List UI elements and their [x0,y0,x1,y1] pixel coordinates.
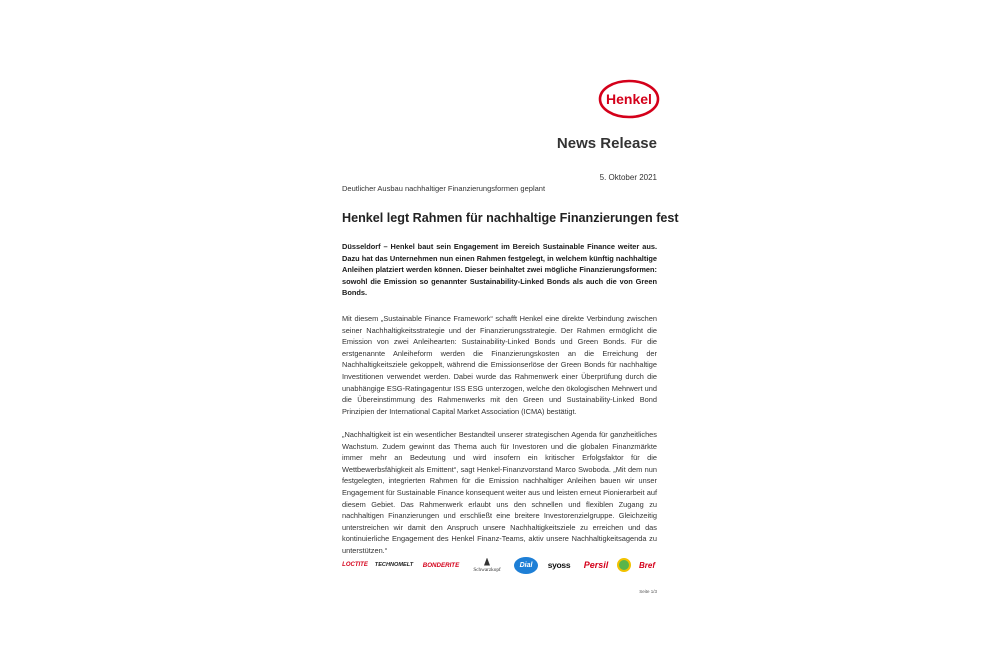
lead-paragraph: Düsseldorf – Henkel baut sein Engagement im Bereich Sustainable Finance weiter aus. Dazu hat das Unternehmen nun einen Rahmen festgelegt, in welchem künftig nachhaltige Anleihen platziert werden können. Dieser beinhaltet zwei mögliche Finanzierungsformen: sowohl die Emission so genannter Sustainability-Linked Bonds als auch die von Green Bonds. [342,242,657,298]
bonderite-logo: BONDERITE [422,561,460,569]
fa-logo [616,555,632,575]
release-date: 5. Oktober 2021 [599,173,657,182]
schwarzkopf-label: Schwarzkopf [473,566,501,573]
section-title: News Release [556,135,657,152]
bref-logo: Bref [638,560,655,570]
henkel-logo [598,79,660,119]
syoss-logo: syoss [547,560,571,570]
dial-logo [512,555,540,575]
page-number: Seite 1/3 [639,589,657,594]
body-paragraph-2: „Nachhaltigkeit ist ein wesentlicher Bestandteil unserer strategischen Agenda für ganzheitliches Wachstum. Zudem gewinnt das Thema auch für Investoren und die globalen Finanzmärkte immer mehr an Bedeutung und wird insofern ein kritischer Erfolgsfaktor für die Wettbewerbsfähigkeit als Emittent“, sagt Henkel-Finanzvorstand Marco Swoboda. „Mit dem nun festgelegten, integrierten Rahmen für die Emission nachhaltiger Anleihen bauen wir unser Engagement für Sustainable Finance konsequent weiter aus und leisten erneut Pionierarbeit auf diesem Gebiet. Das Rahmenwerk erlaubt uns den schnellen und flexiblen Zugang zu nachhaltigen Finanzierungen und erschließt eine breitere Investorenzielgruppe. Gleichzeitig unterstreichen wir damit den Anspruch unsere Nachhaltigkeitsziele zu erreichen und das kontinuierliche Engagement des Henkel Finanz-Teams, aktiv unsere Nachhaltigkeitsagenda zu unterstützen.“ [342,430,657,555]
technomelt-logo: TECHNOMELT [374,562,414,568]
brand-logo-strip [340,555,658,575]
persil-logo: Persil [583,560,609,570]
schwarzkopf-icon [484,558,490,566]
subheadline: Deutlicher Ausbau nachhaltiger Finanzierungsformen geplant [342,184,546,193]
body-paragraph-1: Mit diesem „Sustainable Finance Framework“ schafft Henkel eine direkte Verbindung zwischen seiner Nachhaltigkeitsstrategie und der Finanzierungsstrategie. Der Rahmen ermöglicht die Emission von zwei Anleihearten: Sustainability-Linked Bonds und Green Bonds. Für die erstgenannte Anleiheform werden die Finanzierungskosten an die Erreichung der Nachhaltigkeitsziele gekoppelt, während die Emissionserlöse der Green Bonds für nachhaltige Investitionen verwendet werden. Dabei wurde das Rahmenwerk einer Überprüfung durch die unabhängige ESG-Ratingagentur ISS ESG unterzogen, welche den ökologischen Mehrwert und die Übereinstimmung des Rahmenwerks mit den Green und Sustainability-Linked Bond Prinzipien der International Capital Market Association (ICMA) bestätigt. [342,314,657,416]
loctite-logo: LOCTITE [342,562,368,568]
henkel-logo-text: Henkel [606,91,652,107]
schwarzkopf-logo [467,555,507,575]
headline: Henkel legt Rahmen für nachhaltige Finanzierungen fest [342,211,679,225]
dial-label: Dial [514,557,538,574]
fa-icon [617,558,631,572]
